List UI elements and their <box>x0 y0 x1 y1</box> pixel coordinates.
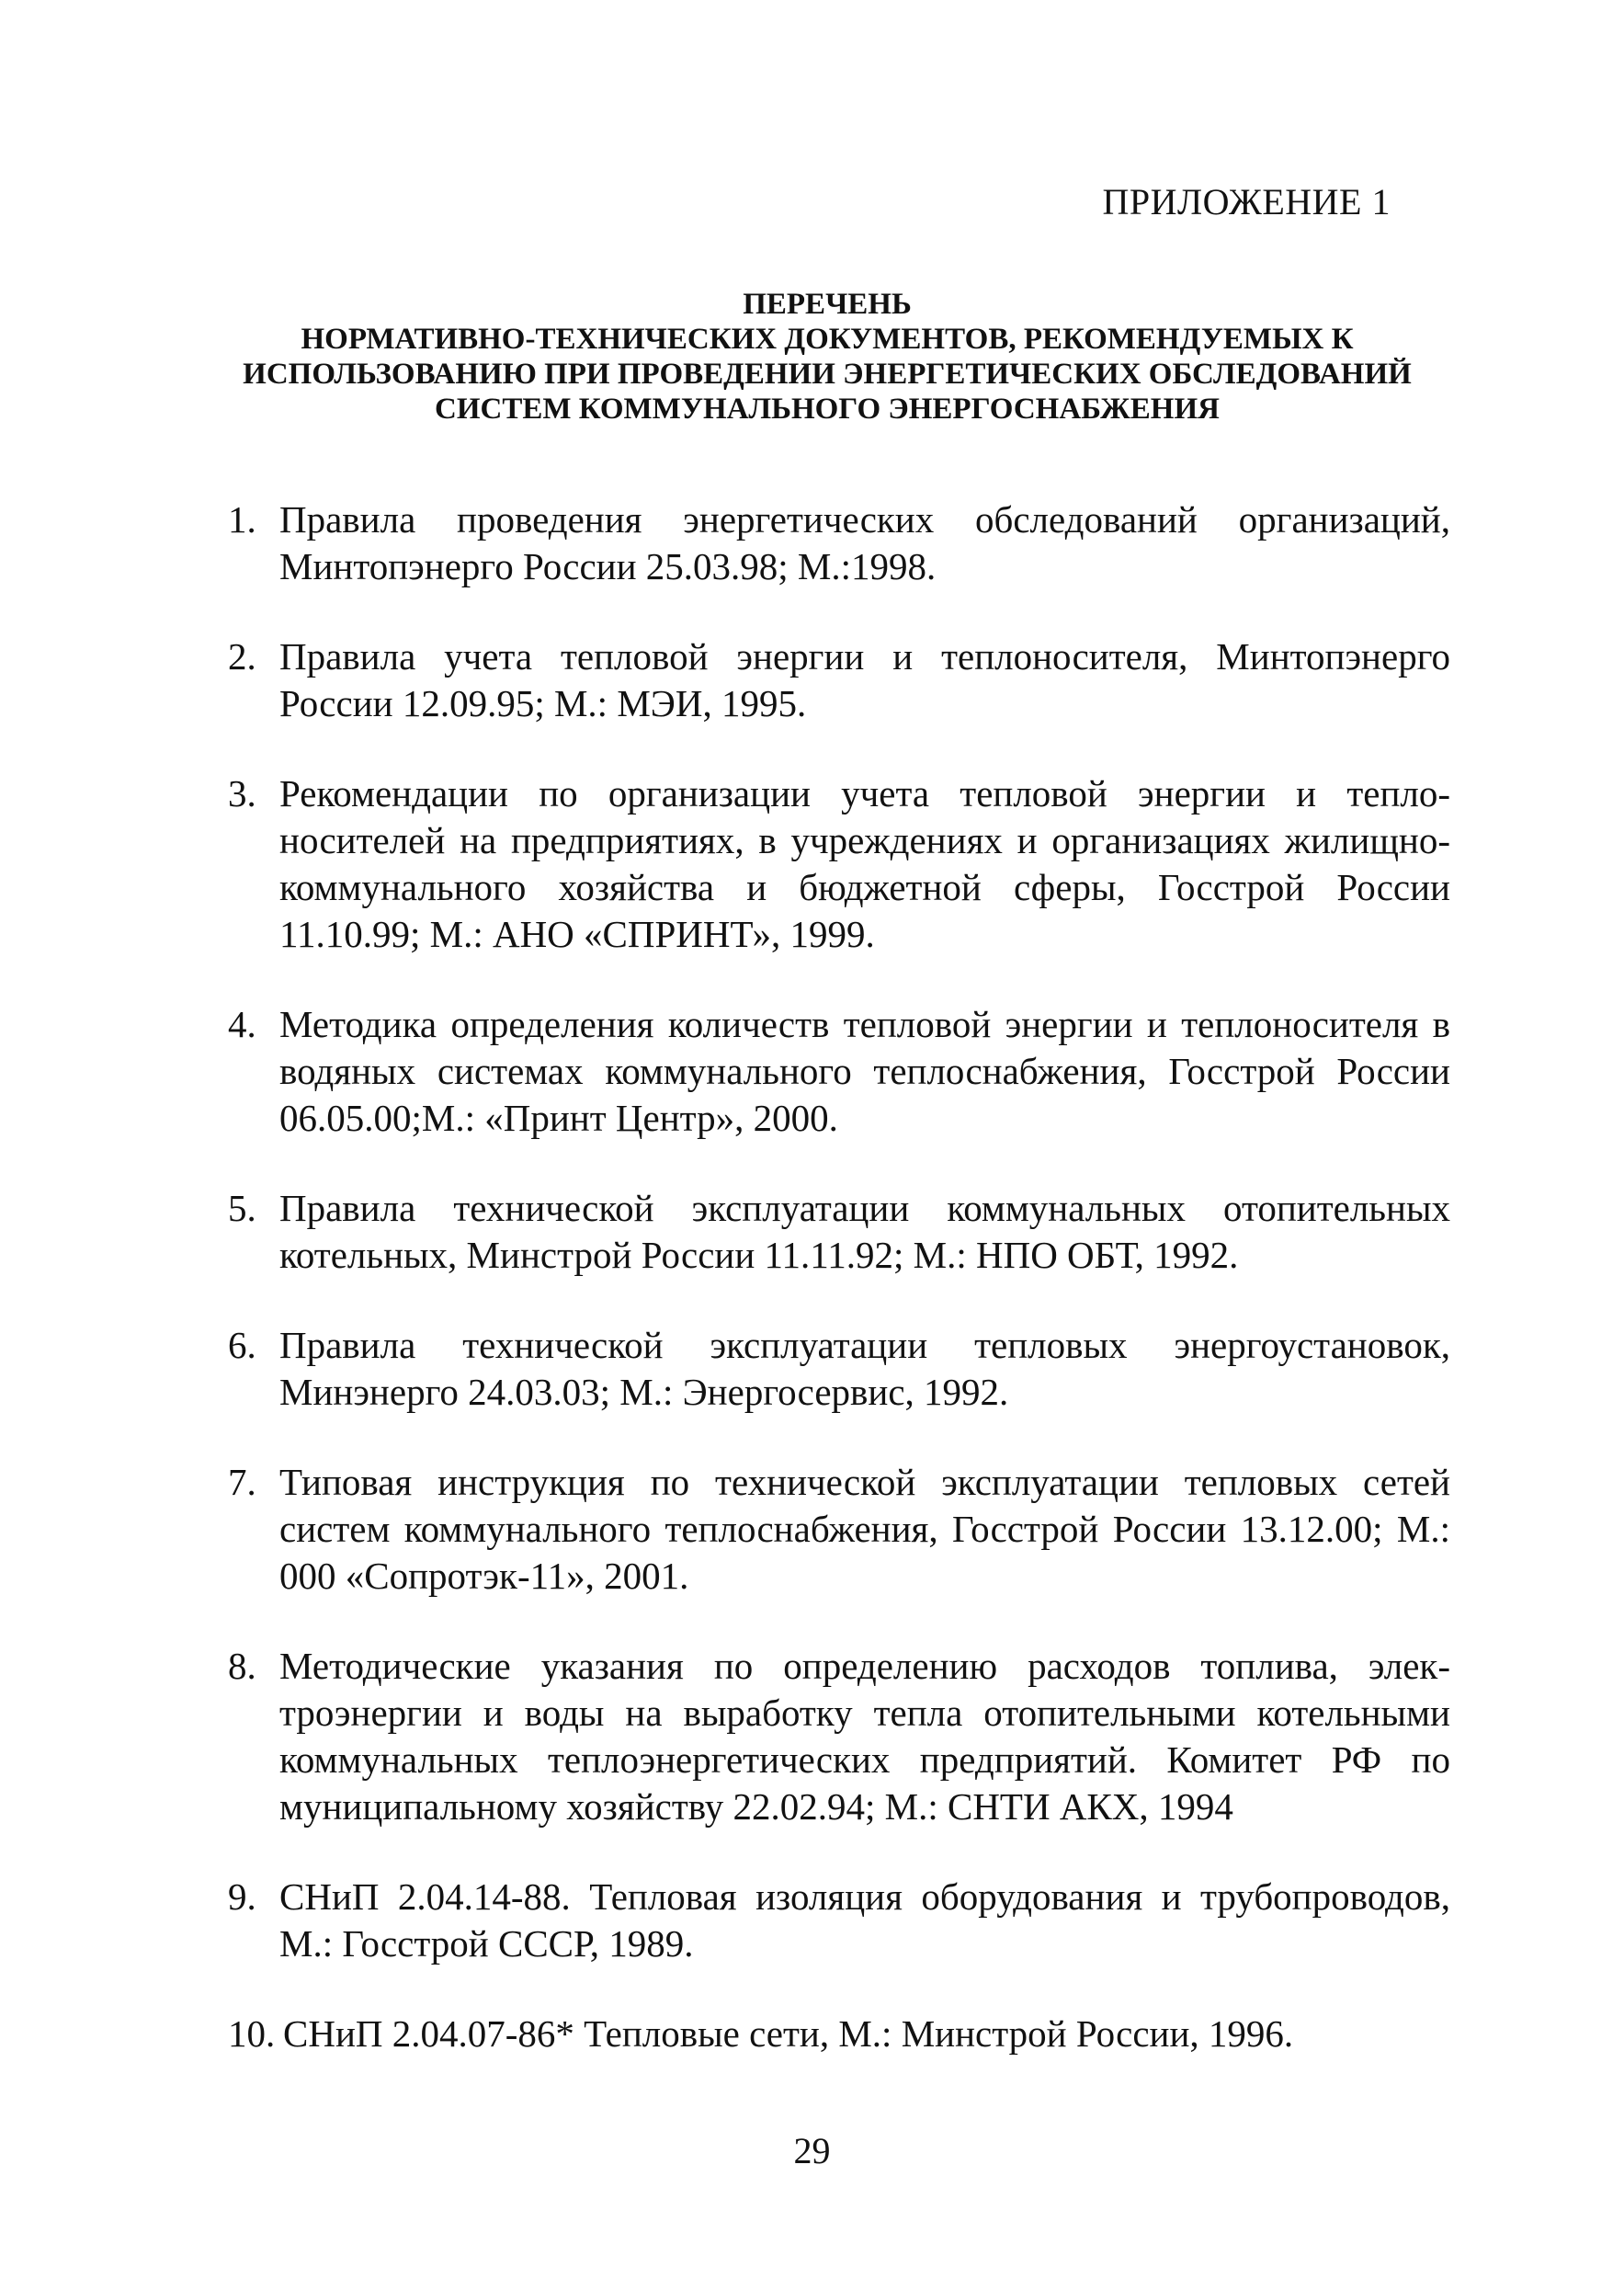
list-item-number: 2. <box>228 635 256 678</box>
list-item-text: СНиП 2.04.07-86* Тепловые сети, М.: Минстрой России, 1996. <box>283 2012 1294 2055</box>
title-line-1: ПЕРЕЧЕНЬ <box>743 288 912 321</box>
list-item-text: Правила учета тепловой энергии и теплоносителя, Минтопэнерго России 12.09.95; М.: МЭИ, 1995. <box>279 635 1450 724</box>
list-item <box>228 1185 1450 1279</box>
list-item <box>228 1643 1450 1830</box>
list-item-text: Правила технической эксплуатации коммунальных отопительных котельных, Минстрой России 11.11.92; М.: НПО ОБТ, 1992. <box>279 1187 1450 1276</box>
list-item <box>228 2011 1450 2057</box>
list-item-text: Методика определения количеств тепловой энергии и теплоносителя в водяных системах коммунального теплоснабжения, Госстрой России 06.05.00;М.: «Принт Центр», 2000. <box>279 1003 1450 1139</box>
list-item-number: 5. <box>228 1187 256 1229</box>
list-item-text: Методические указания по определению расходов топлива, элек-троэнергии и воды на выработку тепла отопительными котельными коммунальных теплоэнергетических предприятий. Комитет РФ по муниципальному хозяйству 22.02.94; М.: СНТИ АКХ, 1994 <box>279 1645 1450 1828</box>
page-number: 29 <box>793 2130 831 2171</box>
list-item <box>228 1322 1450 1416</box>
list-item-number: 7. <box>228 1461 256 1503</box>
list-item-number: 1. <box>228 498 256 541</box>
appendix-label: ПРИЛОЖЕНИЕ 1 <box>1102 181 1391 222</box>
list-item <box>228 496 1450 590</box>
list-item <box>228 1001 1450 1142</box>
list-item-text: Правила технической эксплуатации тепловых энергоустановок, Минэнерго 24.03.03; М.: Энергосервис, 1992. <box>279 1324 1450 1413</box>
list-item <box>228 1874 1450 1967</box>
title-line-3: ИСПОЛЬЗОВАНИЮ ПРИ ПРОВЕДЕНИИ ЭНЕРГЕТИЧЕСКИХ ОБСЛЕДОВАНИЙ <box>243 358 1412 391</box>
list-item <box>228 633 1450 727</box>
list-item-text: Правила проведения энергетических обследований организаций, Минтопэнерго России 25.03.98; М.:1998. <box>279 498 1450 587</box>
list-item-number: 4. <box>228 1003 256 1045</box>
list-item-number: 6. <box>228 1324 256 1366</box>
list-item-number: 8. <box>228 1645 256 1687</box>
title-line-4: СИСТЕМ КОММУНАЛЬНОГО ЭНЕРГОСНАБЖЕНИЯ <box>435 393 1220 426</box>
list-item-number: 10. <box>228 2012 276 2055</box>
list-item <box>228 770 1450 958</box>
list-item-text: СНиП 2.04.14-88. Тепловая изоляция оборудования и трубопроводов, М.: Госстрой СССР, 1989. <box>279 1875 1450 1965</box>
documents-list <box>228 496 1450 2101</box>
title-line-2: НОРМАТИВНО-ТЕХНИЧЕСКИХ ДОКУМЕНТОВ, РЕКОМЕНДУЕМЫХ К <box>301 323 1354 356</box>
list-item-text: Типовая инструкция по технической эксплуатации тепловых сетей систем коммунального теплоснабжения, Госстрой России 13.12.00; М.: 000 «Сопротэк-11», 2001. <box>279 1461 1450 1597</box>
document-title <box>184 287 1471 427</box>
list-item-number: 9. <box>228 1875 256 1918</box>
list-item <box>228 1459 1450 1600</box>
list-item-number: 3. <box>228 772 256 815</box>
list-item-text: Рекомендации по организации учета тепловой энергии и тепло-носителей на предприятиях, в учреждениях и организациях жилищно-коммунального хозяйства и бюджетной сферы, Госстрой России 11.10.99; М.: АНО «СПРИНТ», 1999. <box>279 772 1450 955</box>
